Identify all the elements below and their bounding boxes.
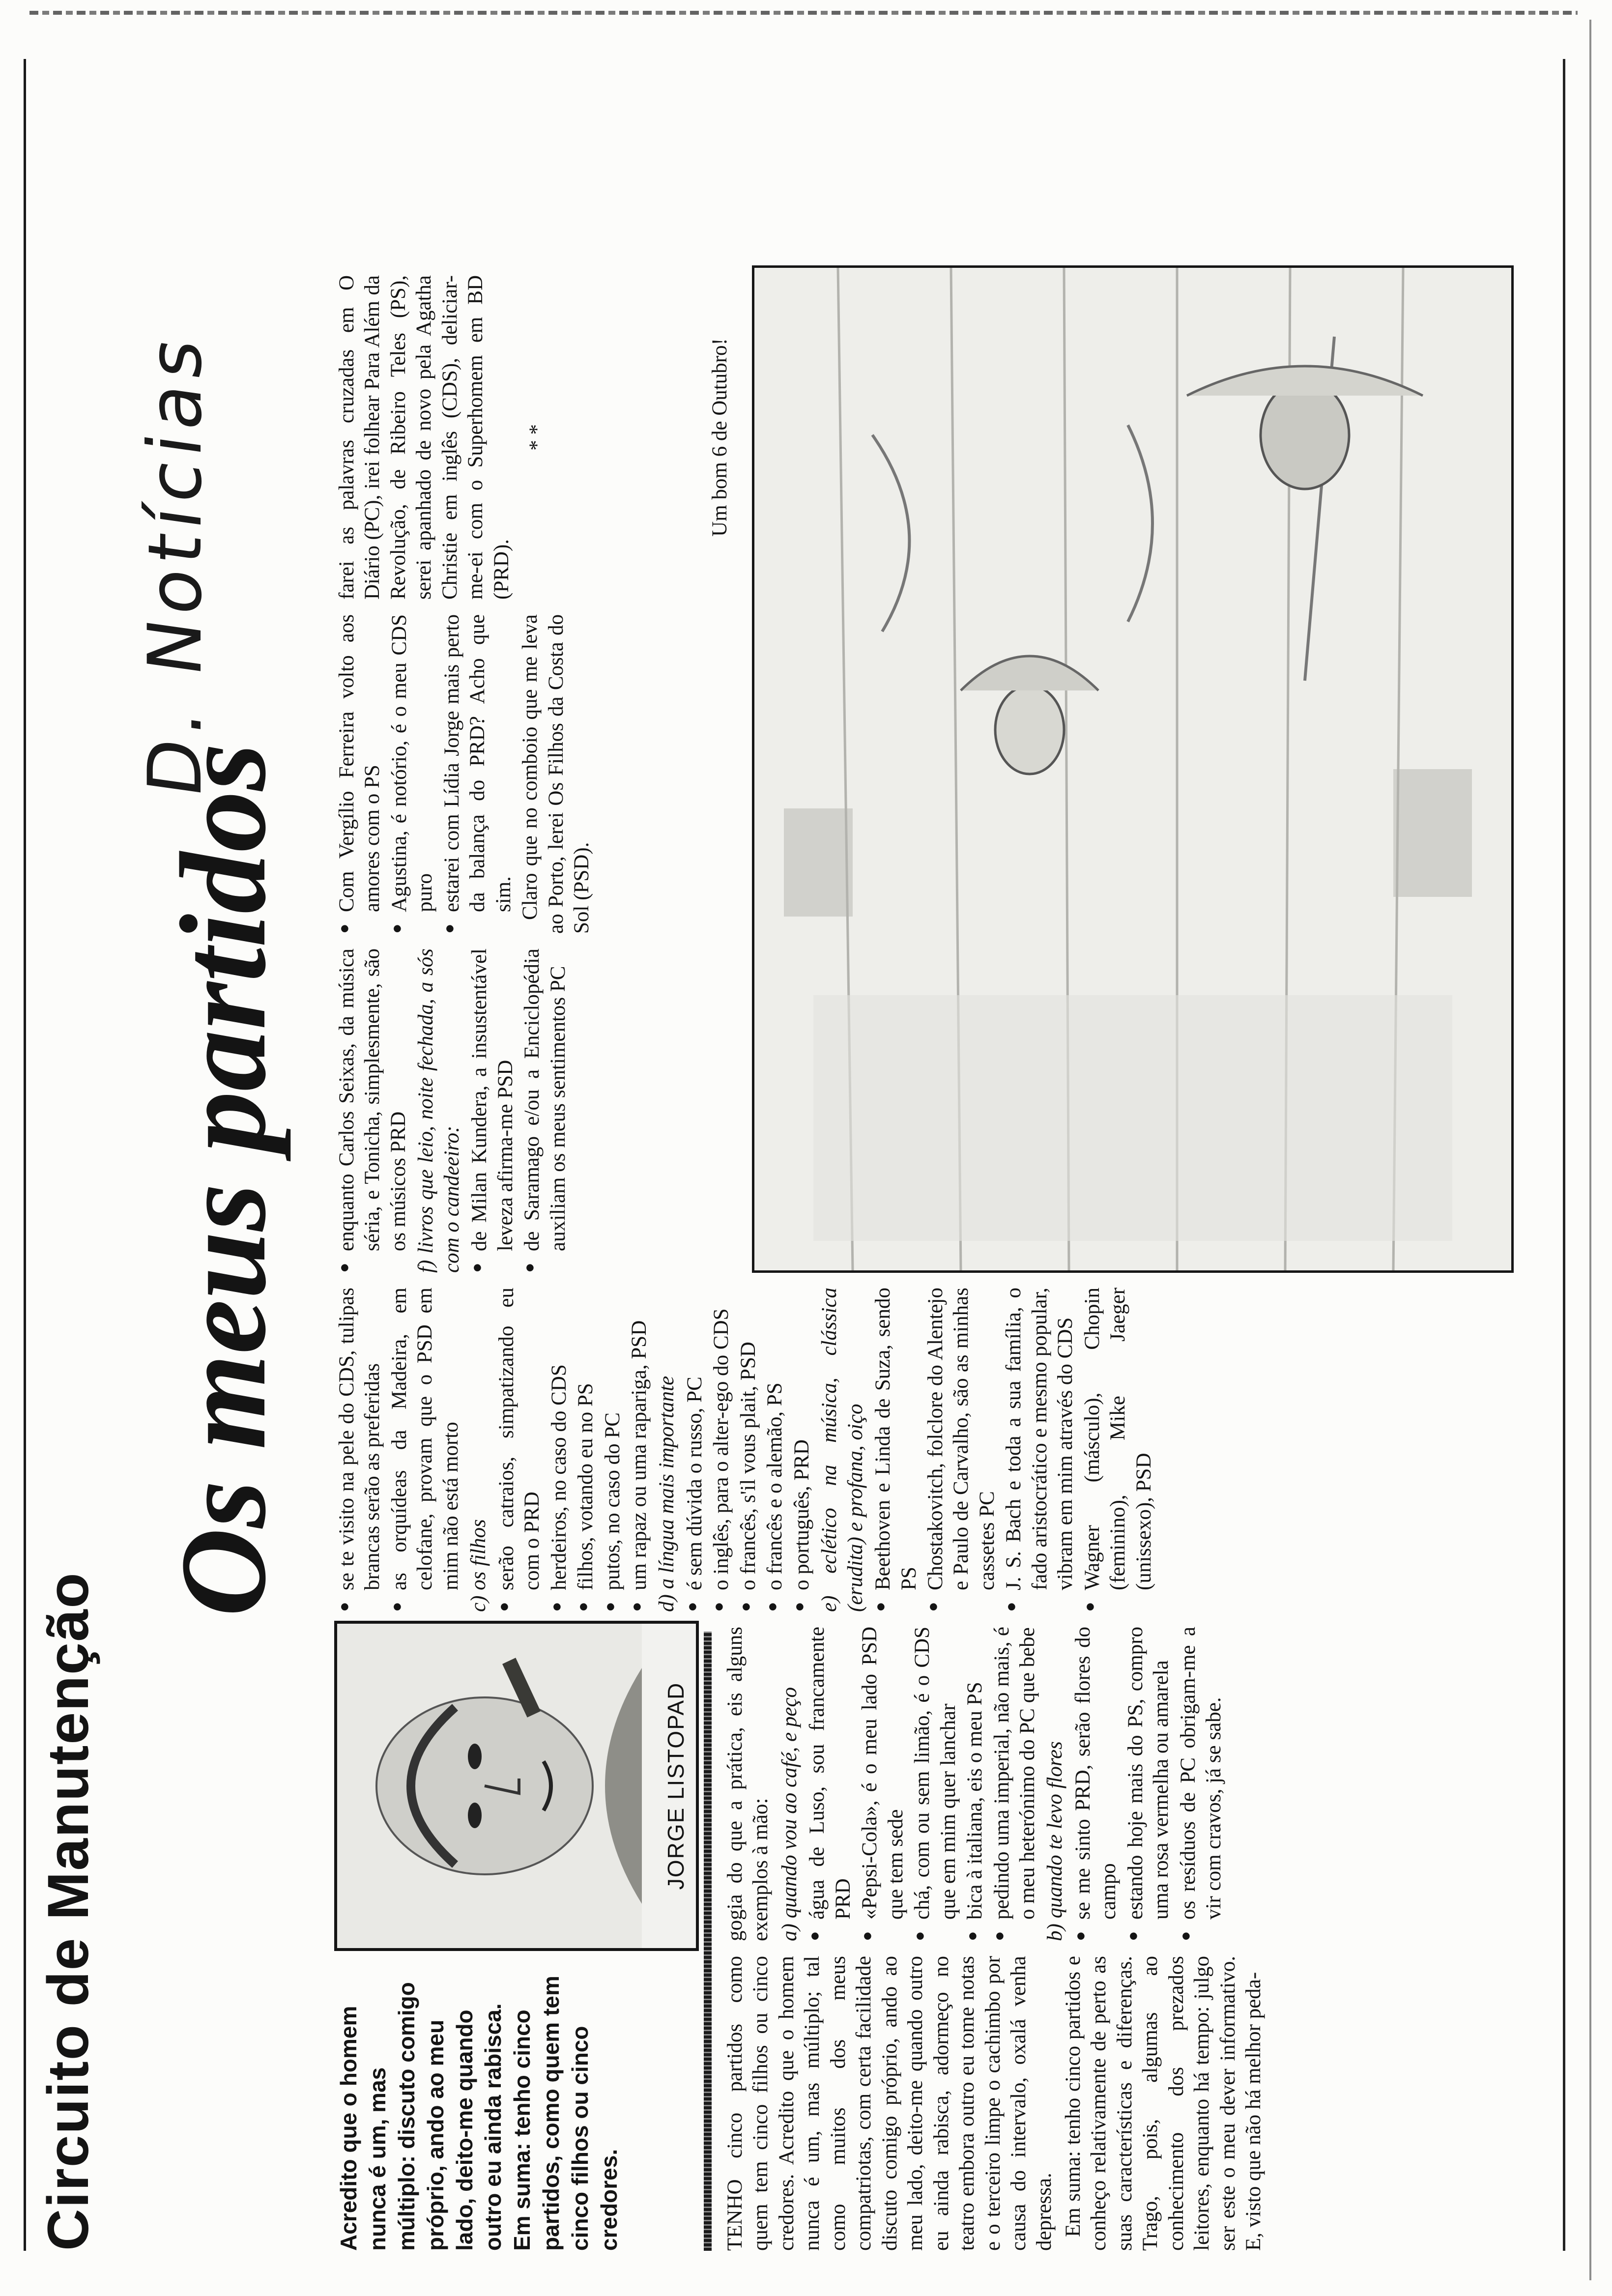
column-3 xyxy=(334,1288,1158,1612)
list-item: ● as orquídeas da Madeira, em celofane, provam que o PSD em mim não está morto xyxy=(387,1288,464,1612)
body-paragraph: gogia do que a prática, eis alguns exemplos à mão: xyxy=(723,1627,773,1941)
list-item: ● Wagner (másculo), Chopin (feminino), Mike Jaeger (unissexo), PSD xyxy=(1080,1288,1157,1612)
bullet-list xyxy=(870,1288,1157,1612)
separator: * * xyxy=(525,424,549,451)
body-paragraph: Em suma: tenho cinco partidos e conheço relativamente de perto as suas características e diferenças. Trago, pois, algumas ao conhecimento dos prezados leitores, enquanto há tempo: julgo ser este o meu dever informativo. E, visto que não há melhor peda- xyxy=(1061,1956,1266,2251)
list-item: ● chá, com ou sem limão, é o CDS que em mim quer lanchar xyxy=(910,1627,961,1941)
byline-rule xyxy=(704,1632,712,2251)
list-heading: e) eclético na música, clássica (erudita) e profana, oiço xyxy=(818,1288,867,1612)
list-item: ● Com Vergílio Ferreira volto aos amores com o PS xyxy=(334,614,386,934)
column-1 xyxy=(722,1956,1270,2251)
list-item: ● água de Luso, sou francamente PRD xyxy=(805,1627,856,1941)
list-item: ● os resíduos de PC obrigam-me a vir com cravos, já se sabe. xyxy=(1176,1627,1227,1941)
list-item: ● um rapaz ou uma rapariga, PSD xyxy=(627,1288,652,1612)
list-item: ● Beethoven e Linda de Suza, sendo PS xyxy=(870,1288,922,1612)
list-item: ● estarei com Lídia Jorge mais perto da balança do PRD? Acho que sim. xyxy=(439,614,517,934)
list-item: ● serão catraios, simpatizando eu com o PRD xyxy=(494,1288,546,1612)
list-item: ● se te visito na pele do CDS, tulipas brancas serão as preferidas xyxy=(334,1288,386,1612)
list-heading: d) a língua mais importante xyxy=(655,1376,679,1612)
list-item: ● filhos, votando eu no PS xyxy=(573,1288,599,1612)
bullet-list xyxy=(1070,1627,1227,1941)
list-item: ● «Pepsi-Cola», é o meu lado PSD que tem sede xyxy=(857,1627,909,1941)
body-paragraph: Claro que no comboio que me leva ao Porto, lerei Os Filhos da Costa do Sol (PSD). xyxy=(518,614,594,934)
lead-paragraph: Acredito que o homem nunca é um, mas múltiplo: discuto comigo próprio, ando ao meu lado, deito-me quando outro eu ainda rabisca. Em suma: tenho cinco partidos, como quem tem cinco filhos ou cinco credores. xyxy=(336,1976,622,2251)
list-heading: a) quando vou ao café, e peço xyxy=(777,1687,801,1941)
column-5 xyxy=(334,614,598,934)
list-item: ● o francês, s'il vous plait, PSD xyxy=(736,1288,761,1612)
section-title: Circuito de Manutenção xyxy=(36,1572,101,2251)
headline: Os meus partidos xyxy=(155,743,291,1617)
list-item: ● J. S. Bach e toda a sua família, o fado aristocrático e mesmo popular, vibram em mim através do CDS xyxy=(1001,1288,1078,1612)
column-6 xyxy=(334,275,550,600)
list-heading: f) livros que leio, noite fechada, a sós com o candeeiro: xyxy=(414,948,463,1273)
handwritten-note: D. Notícias xyxy=(133,327,218,803)
byline: JORGE LISTOPAD xyxy=(663,1682,689,1890)
author-portrait xyxy=(334,1621,699,1951)
bullet-list xyxy=(494,1288,653,1612)
list-item: ● o português, PRD xyxy=(789,1288,815,1612)
body-paragraph: TENHO cinco partidos como quem tem cinco filhos ou cinco credores. Acredito que o homem nunca é um, mas múltiplo; tal como muitos dos meus compatriotas, com certa facilidade discuto comigo próprio, ando ao meu lado, deito-me quando outro eu ainda rabisca, adormeço no teatro embora outro eu tome notas e o terceiro limpe o cachimbo por causa do intervalo, oxalá venha depressa. xyxy=(723,1956,1056,2251)
list-item: ● de Milan Kundera, a insustentável leveza afirma-me PSD xyxy=(467,948,518,1273)
bullet-list xyxy=(682,1288,815,1612)
list-heading: c) os filhos xyxy=(467,1519,490,1612)
rotated-article xyxy=(20,29,1592,2270)
bullet-list xyxy=(334,948,411,1273)
body-paragraph: farei as palavras cruzadas em O Diário (PC), irei folhear Para Além da Revolução, de Ribeiro Teles (PS), serei apanhado de novo pela Agatha Christie em inglês (CDS), deliciar-me-ei com o Superhomem em BD (PRD). xyxy=(335,275,513,600)
bullet-list xyxy=(467,948,571,1273)
list-item: ● o francês e o alemão, PS xyxy=(762,1288,788,1612)
photo-scene xyxy=(754,268,1511,1270)
column-2 xyxy=(722,1627,1228,1941)
list-item: ● enquanto Carlos Seixas, da música séria, e Tonicha, simplesmente, são os músicos PRD xyxy=(334,948,411,1273)
list-item: ● bica à italiana, eis o meu PS xyxy=(962,1627,988,1941)
bottom-rule xyxy=(1563,59,1565,2251)
list-item: ● herdeiros, no caso do CDS xyxy=(547,1288,572,1612)
portrait-photo xyxy=(337,1624,642,1948)
column-4 xyxy=(334,948,572,1273)
list-item: ● o inglês, para o alter-ego do CDS xyxy=(709,1288,734,1612)
list-item: ● Chostakovitch, folclore do Alentejo e Paulo de Carvalho, são as minhas cassetes PC xyxy=(923,1288,1000,1612)
list-item: ● pedindo uma imperial, não mais, é o meu heterónimo do PC que bebe xyxy=(989,1627,1041,1941)
page-top-edge xyxy=(29,11,1578,15)
sign-off: Um bom 6 de Outubro! xyxy=(708,338,731,537)
list-heading: b) quando te levo flores xyxy=(1043,1741,1067,1941)
section-rule xyxy=(24,59,26,2251)
bullet-list xyxy=(334,1288,464,1612)
list-item: ● estando hoje mais do PS, compro uma rosa vermelha ou amarela xyxy=(1123,1627,1175,1941)
bullet-list xyxy=(334,614,517,934)
list-item: ● putos, no caso do PC xyxy=(600,1288,626,1612)
list-item: ● se me sinto PRD, serão flores do campo xyxy=(1070,1627,1122,1941)
bullet-list xyxy=(805,1627,1040,1941)
list-item: ● de Saramago e/ou a Enciclopédia auxiliam os meus sentimentos PC xyxy=(519,948,571,1273)
list-item: ● Agustina, é notório, é o meu CDS puro xyxy=(387,614,438,934)
article-photo xyxy=(752,265,1514,1273)
list-item: ● é sem dúvida o russo, PC xyxy=(682,1288,708,1612)
